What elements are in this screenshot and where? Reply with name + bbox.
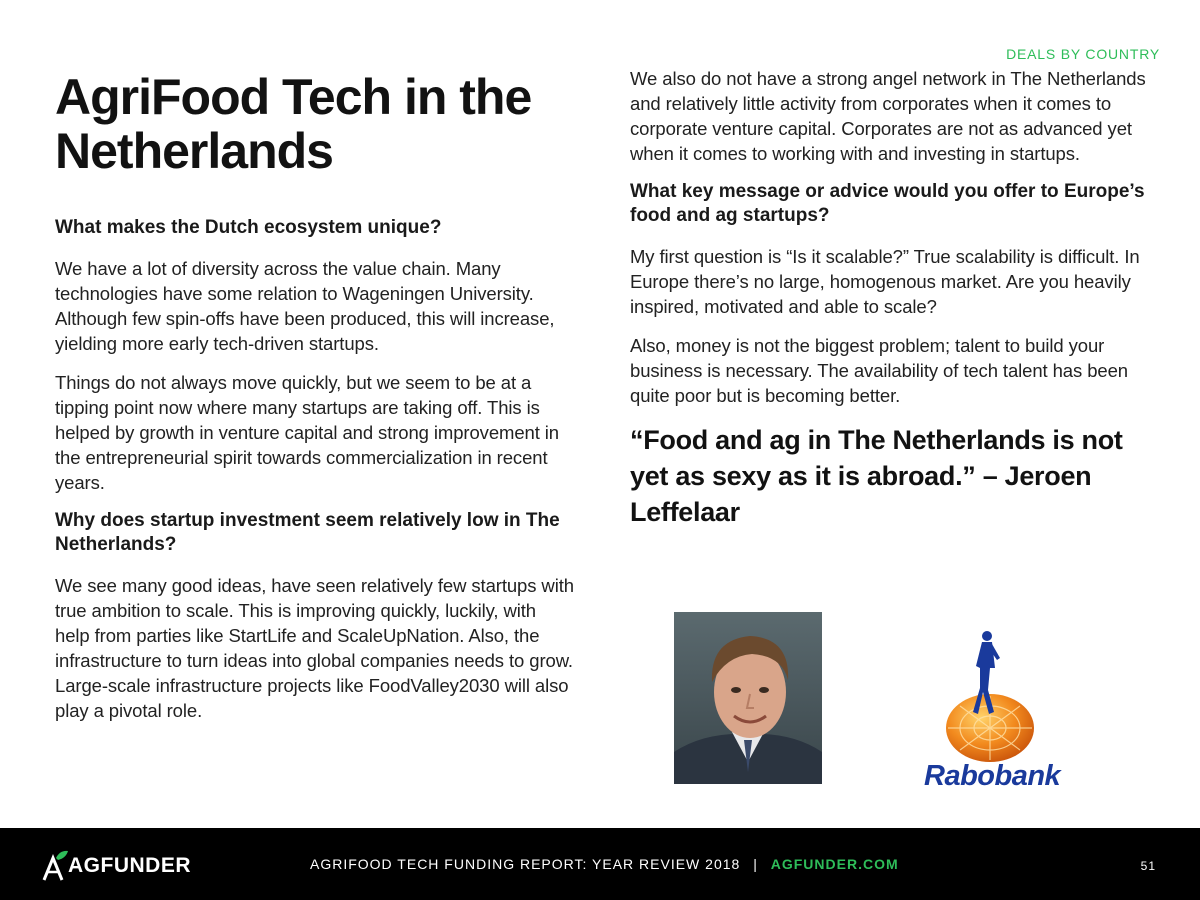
answer-paragraph: Also, money is not the biggest problem; talent to build your business is necessary. The availability of tech talent has been quite poor but is becoming better. (630, 335, 1128, 406)
portrait-illustration (674, 612, 822, 784)
report-title: AGRIFOOD TECH FUNDING REPORT: YEAR REVIEW 2018 (310, 856, 741, 872)
answer-paragraph: We have a lot of diversity across the value chain. Many technologies have some relation to Wageningen University. Although few spin-offs have been produced, this will increase, yielding more early tech-driven startups. (55, 258, 555, 354)
footer-separator: | (753, 856, 758, 872)
answer-paragraph: My first question is “Is it scalable?” True scalability is difficult. In Europe there’s no large, homogenous market. Are you heavily inspired, motivated and able to scale? (630, 246, 1140, 317)
footer-bar (0, 828, 1200, 900)
agfunder-logo[interactable] (42, 850, 191, 884)
answer-paragraph: We see many good ideas, have seen relatively few startups with true ambition to scale. This is improving quickly, luckily, with help from parties like StartLife and ScaleUpNation. Also, the infrastructure to turn ideas into global companies needs to grow. Large-scale infrastructure projects like FoodValley2030 will also play a pivotal role. (55, 575, 574, 721)
question-ecosystem: What makes the Dutch ecosystem unique? (55, 217, 442, 238)
left-column (55, 70, 575, 737)
portrait-photo (674, 612, 822, 784)
page-title: AgriFood Tech in the Netherlands (55, 69, 532, 179)
right-column (630, 66, 1150, 530)
footer-report-info (310, 856, 899, 872)
answer-paragraph: We also do not have a strong angel network in The Netherlands and relatively little activity from corporates when it comes to corporate venture capital. Corporates are not as advanced yet when it comes to working with and investing in startups. (630, 68, 1146, 164)
agfunder-wordmark: AGFUNDER (68, 854, 191, 877)
section-tag: DEALS BY COUNTRY (1006, 46, 1160, 62)
answer-paragraph: Things do not always move quickly, but we seem to be at a tipping point now where many startups are taking off. This is helped by growth in venture capital and strong improvement in the entrepreneurial spirit towards commercialization in recent years. (55, 372, 559, 493)
pull-quote: “Food and ag in The Netherlands is not yet as sexy as it is abroad.” – Jeroen Leffelaar (630, 425, 1123, 527)
footer-site-link[interactable]: AGFUNDER.COM (770, 856, 899, 872)
question-investment: Why does startup investment seem relatively low in The Netherlands? (55, 510, 560, 555)
agfunder-mark-icon (42, 850, 68, 884)
rabobank-logo (918, 628, 1063, 798)
rabobank-wordmark: Rabobank (924, 760, 1061, 792)
page-number: 51 (1140, 859, 1156, 873)
question-advice: What key message or advice would you offer to Europe’s food and ag startups? (630, 181, 1145, 226)
